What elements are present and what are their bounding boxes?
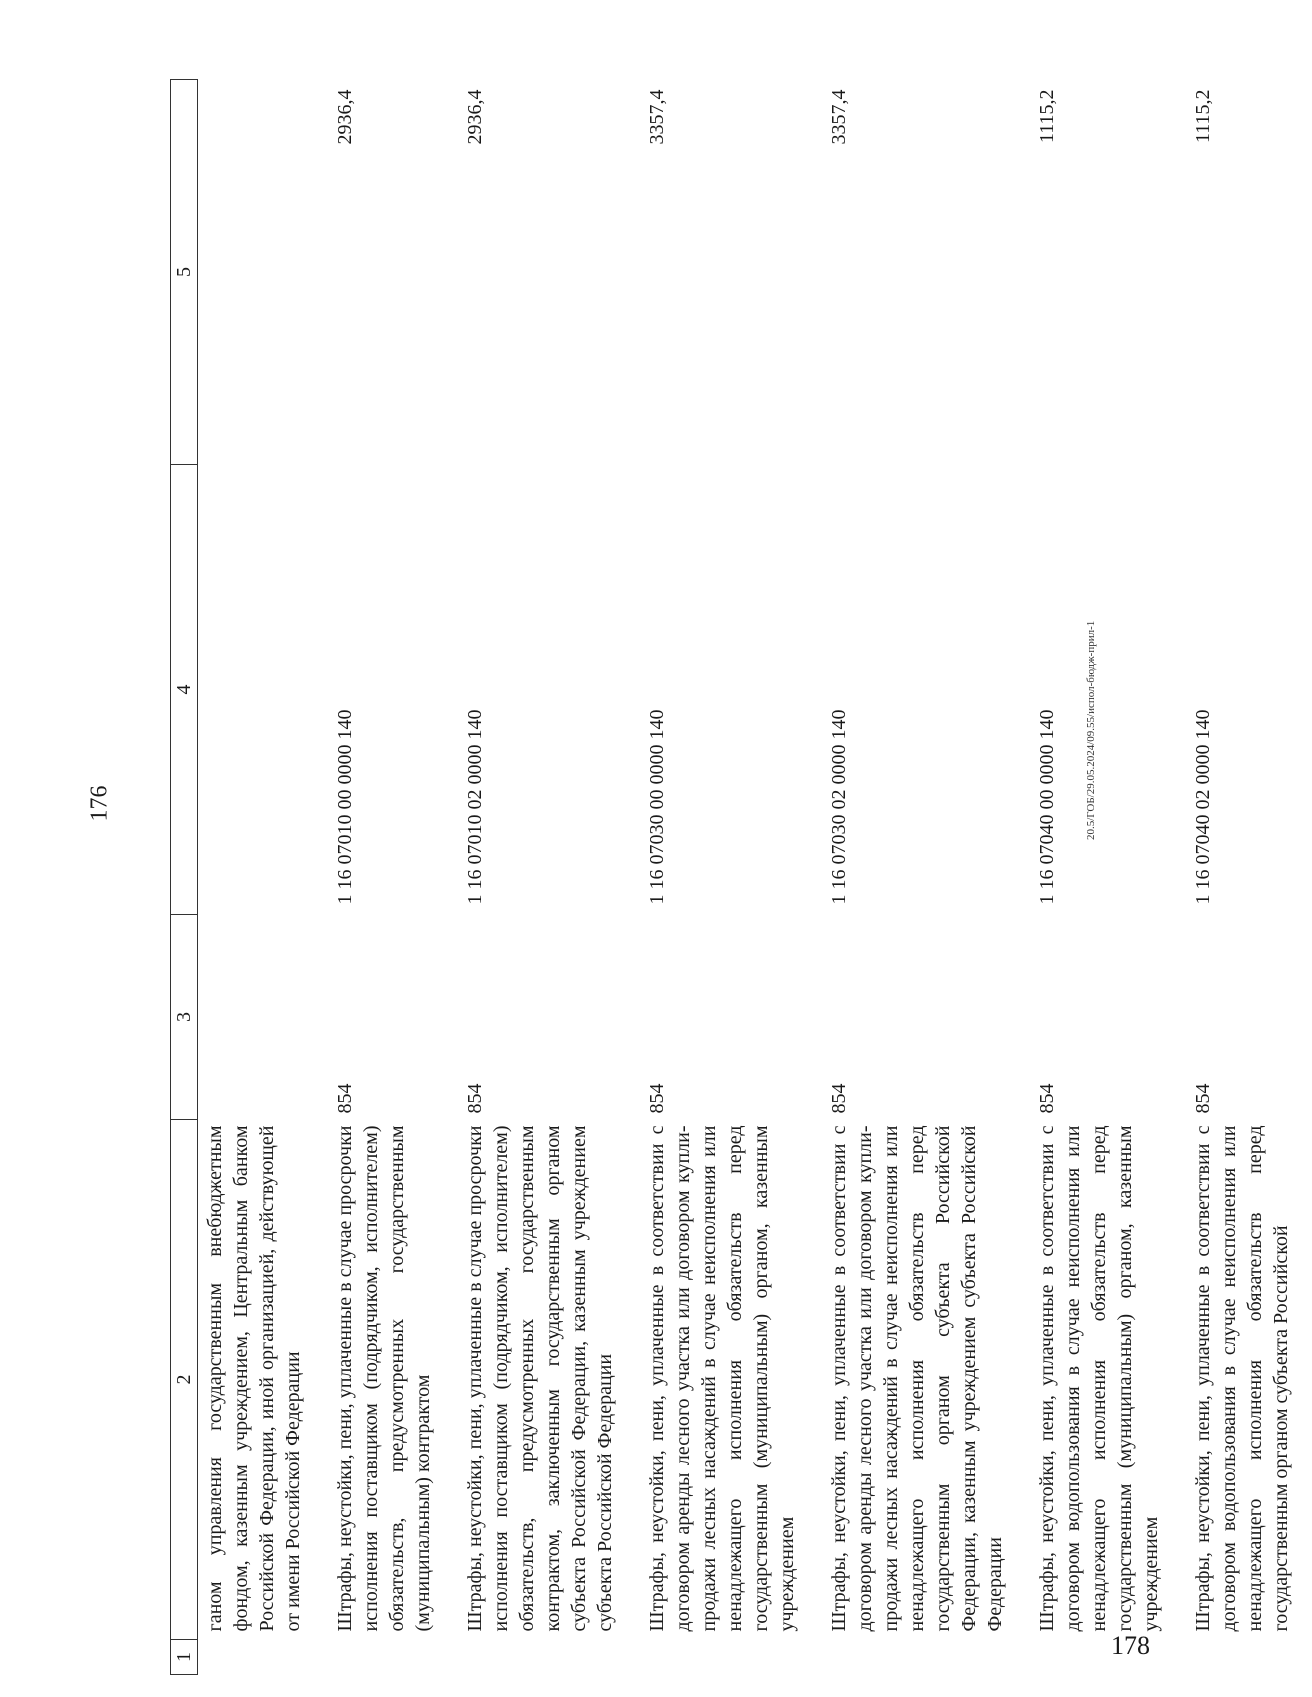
admin-code-cell: 854 bbox=[646, 1083, 668, 1114]
column-header-3: 3 bbox=[171, 915, 198, 1120]
table-row bbox=[818, 80, 1026, 1675]
amount-cell: 3357,4 bbox=[646, 89, 668, 145]
amount-cell: 1115,2 bbox=[1192, 89, 1214, 144]
admin-code-cell: 854 bbox=[1036, 1083, 1058, 1114]
description-cell: Штрафы, неустойки, пени, уплаченные в соответствии с договором аренды лесного участка или договором купли-продажи лесных насаждений в случае неисполнения или ненадлежащего исполнения обязательств перед государственным (муниципальным) органом, казенным учреждением bbox=[646, 1125, 798, 1632]
amount-cell bbox=[198, 80, 325, 465]
amount-cell: 2936,4 bbox=[464, 89, 486, 145]
revenue-code-cell: 1 16 07030 00 0000 140 bbox=[646, 709, 668, 905]
budget-revenue-table bbox=[170, 79, 1312, 1675]
row-number-cell bbox=[454, 1640, 636, 1675]
column-header-2: 2 bbox=[171, 1120, 198, 1640]
description-cell: Штрафы, неустойки, пени, уплаченные в соответствии с договором водопользования в случае неисполнения или ненадлежащего исполнения обязательств перед государственным (муниципальным) органом, казенным учреждением bbox=[1036, 1125, 1162, 1632]
amount-cell: 3357,4 bbox=[828, 89, 850, 145]
description-cell: Штрафы, неустойки, пени, уплаченные в соответствии с договором водопользования в случае неисполнения или ненадлежащего исполнения обязательств перед государственным органом субъекта Российской bbox=[1192, 1125, 1292, 1632]
row-number-cell bbox=[1182, 1640, 1312, 1675]
revenue-code-cell: 1 16 07040 00 0000 140 bbox=[1036, 709, 1058, 905]
revenue-code-cell: 1 16 07010 00 0000 140 bbox=[334, 709, 356, 905]
amount-cell: 1115,2 bbox=[1036, 89, 1058, 144]
description-cell: Штрафы, неустойки, пени, уплаченные в соответствии с договором аренды лесного участка или договором купли-продажи лесных насаждений в случае неисполнения или ненадлежащего исполнения обязательств перед государственным органом субъекта Российской Федерации, казенным учреждением субъекта Российской Федерации bbox=[828, 1125, 1006, 1632]
row-number-cell bbox=[324, 1640, 454, 1675]
admin-code-cell bbox=[198, 915, 325, 1120]
page-number: 176 bbox=[86, 785, 113, 822]
table-row bbox=[324, 80, 454, 1675]
row-number-cell bbox=[1026, 1640, 1182, 1675]
row-number-cell bbox=[198, 1640, 325, 1675]
revenue-code-cell: 1 16 07040 02 0000 140 bbox=[1192, 709, 1214, 905]
admin-code-cell: 854 bbox=[828, 1083, 850, 1114]
description-cell: ганом управления государственным внебюджетным фондом, казенным учреждением, Центральным банком Российской Федерации, иной организацией, действующей от имени Российской Федерации bbox=[204, 1125, 304, 1632]
sheet-number: 178 bbox=[1111, 1631, 1150, 1660]
row-number-cell bbox=[636, 1640, 818, 1675]
admin-code-cell: 854 bbox=[464, 1083, 486, 1114]
table-row bbox=[198, 80, 325, 1675]
description-cell: Штрафы, неустойки, пени, уплаченные в случае просрочки исполнения поставщиком (подрядчиком, исполнителем) обязательств, предусмотренных государственным контрактом, заключенным государственным органом субъекта Российской Федерации, казенным учреждением субъекта Российской Федерации bbox=[464, 1125, 616, 1632]
admin-code-cell: 854 bbox=[334, 1083, 356, 1114]
revenue-code-cell bbox=[198, 465, 325, 915]
table-row bbox=[636, 80, 818, 1675]
document-footer-code: 20.5/ГОБ/29.05.2024/09.55/испол-бюдж-прил-1 bbox=[1085, 620, 1097, 840]
description-cell: Штрафы, неустойки, пени, уплаченные в случае просрочки исполнения поставщиком (подрядчиком, исполнителем) обязательств, предусмотренных государственным (муниципальным) контрактом bbox=[334, 1125, 434, 1632]
table-header-row bbox=[171, 80, 198, 1675]
revenue-code-cell: 1 16 07030 02 0000 140 bbox=[828, 709, 850, 905]
column-header-4: 4 bbox=[171, 465, 198, 915]
column-header-1: 1 bbox=[171, 1640, 198, 1675]
table-row bbox=[454, 80, 636, 1675]
table-row bbox=[1026, 80, 1182, 1675]
amount-cell: 2936,4 bbox=[334, 89, 356, 145]
table-row bbox=[1182, 80, 1312, 1675]
column-header-5: 5 bbox=[171, 80, 198, 465]
revenue-code-cell: 1 16 07010 02 0000 140 bbox=[464, 709, 486, 905]
row-number-cell bbox=[818, 1640, 1026, 1675]
admin-code-cell: 854 bbox=[1192, 1083, 1214, 1114]
